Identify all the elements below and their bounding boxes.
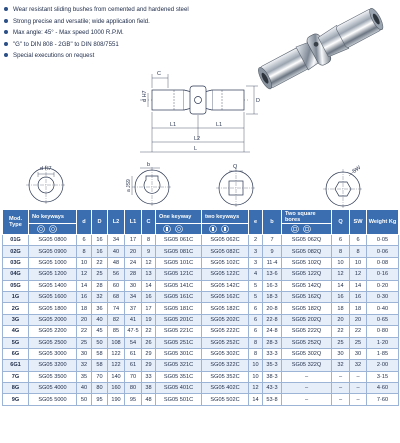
weight-cell: 4·60 [367, 383, 399, 394]
l2-cell: 60 [108, 280, 125, 291]
q-cell: 22 [332, 326, 350, 337]
l2-cell: 68 [108, 291, 125, 302]
label-dh7: d H7 [142, 90, 148, 102]
l2-cell: 56 [108, 269, 125, 280]
two-keyway-code: SG05 122C [202, 269, 249, 280]
no-keyway-code: SG05 1400 [29, 280, 77, 291]
l1-cell: 34 [125, 291, 142, 302]
table-row [3, 291, 399, 302]
two-keyway-code: SG05 402C [202, 383, 249, 394]
l2-cell: 190 [108, 394, 125, 405]
square-bore-code: SG05 322Q [282, 360, 332, 371]
b-cell: 22·8 [263, 314, 282, 325]
header-d-small: d [77, 210, 92, 235]
b-cell: 35·3 [263, 360, 282, 371]
one-keyway-code: SG05 251C [156, 337, 202, 348]
q-cell: 32 [332, 360, 350, 371]
e-cell: 4 [249, 269, 263, 280]
one-keyway-code: SG05 101C [156, 257, 202, 268]
mod-cell: 04G [3, 269, 29, 280]
d-cell: 8 [77, 246, 92, 257]
c-cell: 22 [142, 326, 156, 337]
l1-cell: 80 [125, 383, 142, 394]
no-keyway-code: SG05 1600 [29, 291, 77, 302]
weight-cell: 0·80 [367, 326, 399, 337]
two-keyway-code: SG05 102C [202, 257, 249, 268]
D-cell: 32 [92, 291, 108, 302]
d-cell: 18 [77, 303, 92, 314]
mod-cell: 6G [3, 348, 29, 359]
section-hex-bore [323, 168, 363, 209]
header-c: C [142, 210, 156, 235]
mod-cell: 8G [3, 383, 29, 394]
section-square-bore [216, 168, 256, 208]
square-bore-code: SG05 202Q [282, 314, 332, 325]
sw-cell: – [350, 383, 367, 394]
label-l2: L2 [194, 136, 201, 142]
no-keyway-code: SG05 2200 [29, 326, 77, 337]
one-keyway-code: SG05 141C [156, 280, 202, 291]
square-bore-code: SG05 082Q [282, 246, 332, 257]
table-row [3, 269, 399, 280]
d-cell: 32 [77, 360, 92, 371]
c-cell: 29 [142, 360, 156, 371]
D-cell: 80 [92, 383, 108, 394]
l1-cell: 24 [125, 257, 142, 268]
sw-cell: 10 [350, 257, 367, 268]
square-bore-code: – [282, 394, 332, 405]
sw-cell: 25 [350, 337, 367, 348]
q-cell: – [332, 394, 350, 405]
weight-cell: 0·06 [367, 246, 399, 257]
table-row [3, 326, 399, 337]
q-cell: – [332, 383, 350, 394]
c-cell: 26 [142, 337, 156, 348]
technical-drawing [0, 0, 400, 209]
one-keyway-code: SG05 501C [156, 394, 202, 405]
b-cell: 7 [263, 235, 282, 246]
one-keyway-code: SG05 081C [156, 246, 202, 257]
feature-item: Special executions on request [3, 50, 253, 62]
two-keyway-code: SG05 222C [202, 326, 249, 337]
e-cell: 10 [249, 371, 263, 382]
q-cell: 30 [332, 348, 350, 359]
c-cell: 16 [142, 291, 156, 302]
q-cell: 14 [332, 280, 350, 291]
l2-cell: 40 [108, 246, 125, 257]
one-keyway-code: SG05 221C [156, 326, 202, 337]
l1-cell: 61 [125, 360, 142, 371]
c-cell: 9 [142, 246, 156, 257]
no-keyway-code: SG05 0800 [29, 235, 77, 246]
table-row [3, 360, 399, 371]
two-keyway-code: SG05 322C [202, 360, 249, 371]
c-cell: 48 [142, 394, 156, 405]
l1-cell: 95 [125, 394, 142, 405]
l2-cell: 85 [108, 326, 125, 337]
mod-cell: 9G [3, 394, 29, 405]
c-cell: 19 [142, 314, 156, 325]
D-cell: 40 [92, 314, 108, 325]
l1-cell: 47·5 [125, 326, 142, 337]
D-cell: 25 [92, 269, 108, 280]
feature-item: Wear resistant sliding bushes from cemented and hardened steel [3, 4, 253, 16]
weight-cell: 2·00 [367, 360, 399, 371]
c-cell: 33 [142, 371, 156, 382]
two-keyway-code: SG05 142C [202, 280, 249, 291]
two-keyway-code: SG05 502C [202, 394, 249, 405]
e-cell: 6 [249, 326, 263, 337]
two-keyway-code: SG05 162C [202, 291, 249, 302]
D-cell: 16 [92, 235, 108, 246]
label-section-dh7: d H7 [40, 166, 52, 172]
D-cell: 58 [92, 360, 108, 371]
label-section-b: b [147, 162, 151, 168]
l1-cell: 17 [125, 235, 142, 246]
e-cell: 8 [249, 348, 263, 359]
e-cell: 2 [249, 235, 263, 246]
q-cell: 25 [332, 337, 350, 348]
D-cell: 45 [92, 326, 108, 337]
round-bore-icon [36, 225, 70, 233]
one-keyway-code: SG05 351C [156, 371, 202, 382]
q-cell: 20 [332, 314, 350, 325]
l1-cell: 20 [125, 246, 142, 257]
d-cell: 20 [77, 314, 92, 325]
l1-cell: 70 [125, 371, 142, 382]
q-cell: 12 [332, 269, 350, 280]
l2-cell: 108 [108, 337, 125, 348]
d-cell: 16 [77, 291, 92, 302]
one-keyway-code: SG05 321C [156, 360, 202, 371]
two-keyway-code: SG05 202C [202, 314, 249, 325]
q-cell: 8 [332, 246, 350, 257]
header-q: Q [332, 210, 350, 235]
weight-cell: 1·20 [367, 337, 399, 348]
table-row [3, 303, 399, 314]
double-keyway-icon [208, 225, 242, 233]
one-keyway-code: SG05 401C [156, 383, 202, 394]
q-cell: 18 [332, 303, 350, 314]
table-row [3, 280, 399, 291]
mod-cell: 3G [3, 314, 29, 325]
l2-cell: 34 [108, 235, 125, 246]
sw-cell: – [350, 371, 367, 382]
two-keyway-code: SG05 302C [202, 348, 249, 359]
two-keyway-code: SG05 252C [202, 337, 249, 348]
mod-cell: 7G [3, 371, 29, 382]
header-d-large: D [92, 210, 108, 235]
D-cell: 22 [92, 257, 108, 268]
b-cell: 33·3 [263, 348, 282, 359]
d-cell: 14 [77, 280, 92, 291]
square-bore-code: – [282, 371, 332, 382]
c-cell: 14 [142, 280, 156, 291]
b-cell: 24·8 [263, 326, 282, 337]
two-keyways-symbols [202, 224, 249, 235]
b-cell: 53·8 [263, 394, 282, 405]
mod-cell: 05G [3, 280, 29, 291]
label-section-sw: SW [351, 164, 363, 175]
table-row [3, 348, 399, 359]
l2-cell: 82 [108, 314, 125, 325]
table-row [3, 235, 399, 246]
keyway-icon [162, 225, 196, 233]
d-cell: 30 [77, 348, 92, 359]
b-cell: 38·3 [263, 371, 282, 382]
c-cell: 12 [142, 257, 156, 268]
c-cell: 17 [142, 303, 156, 314]
header-l2: L2 [108, 210, 125, 235]
square-bore-code: SG05 222Q [282, 326, 332, 337]
spec-table-body [3, 235, 399, 406]
sw-cell: 12 [350, 269, 367, 280]
e-cell: 8 [249, 337, 263, 348]
label-d: D [256, 98, 260, 104]
header-sw: SW [350, 210, 367, 235]
e-cell: 3 [249, 257, 263, 268]
square-bore-code: SG05 062Q [282, 235, 332, 246]
q-cell: 6 [332, 235, 350, 246]
header-l1: L1 [125, 210, 142, 235]
one-keyway-code: SG05 061C [156, 235, 202, 246]
D-cell: 70 [92, 371, 108, 382]
mod-cell: 4G [3, 326, 29, 337]
no-keyway-code: SG05 0900 [29, 246, 77, 257]
l1-cell: 61 [125, 348, 142, 359]
one-keyway-symbols [156, 224, 202, 235]
c-cell: 29 [142, 348, 156, 359]
d-cell: 22 [77, 326, 92, 337]
header-one-keyway: One keyway [156, 210, 202, 224]
l2-cell: 160 [108, 383, 125, 394]
square-bore-icon [290, 225, 324, 233]
header-weight: Weight Kg [367, 210, 399, 235]
d-cell: 12 [77, 269, 92, 280]
no-keyway-code: SG05 2500 [29, 337, 77, 348]
one-keyway-code: SG05 121C [156, 269, 202, 280]
universal-joint-photo [254, 3, 387, 94]
e-cell: 14 [249, 394, 263, 405]
square-bore-code: – [282, 383, 332, 394]
feature-item: Strong precise and versatile; wide application field. [3, 16, 253, 28]
weight-cell: 3·15 [367, 371, 399, 382]
D-cell: 95 [92, 394, 108, 405]
no-keyway-code: SG05 4000 [29, 383, 77, 394]
square-bore-code: SG05 142Q [282, 280, 332, 291]
d-cell: 6 [77, 235, 92, 246]
d-cell: 10 [77, 257, 92, 268]
two-keyway-code: SG05 062C [202, 235, 249, 246]
header-two-square-bores: Two square bores [282, 210, 332, 224]
l1-cell: 37 [125, 303, 142, 314]
two-keyway-code: SG05 082C [202, 246, 249, 257]
weight-cell: 7·60 [367, 394, 399, 405]
mod-cell: 6G1 [3, 360, 29, 371]
table-row [3, 383, 399, 394]
d-cell: 50 [77, 394, 92, 405]
feature-item: Max angle: 45° - Max speed 1000 R.P.M. [3, 27, 253, 39]
weight-cell: 0·40 [367, 303, 399, 314]
mod-cell: 01G [3, 235, 29, 246]
square-bore-code: SG05 302Q [282, 348, 332, 359]
square-bore-code: SG05 102Q [282, 257, 332, 268]
label-l1-left: L1 [170, 122, 177, 128]
no-keyway-code: SG05 1200 [29, 269, 77, 280]
l1-cell: 54 [125, 337, 142, 348]
square-bore-code: SG05 122Q [282, 269, 332, 280]
two-square-symbols [282, 224, 332, 235]
b-cell: 16·3 [263, 280, 282, 291]
D-cell: 16 [92, 246, 108, 257]
weight-cell: 0·65 [367, 314, 399, 325]
c-cell: 8 [142, 235, 156, 246]
q-cell: 16 [332, 291, 350, 302]
l2-cell: 48 [108, 257, 125, 268]
no-keyway-code: SG05 3200 [29, 360, 77, 371]
header-b: b [263, 210, 282, 235]
D-cell: 58 [92, 348, 108, 359]
label-section-q: Q [233, 164, 238, 170]
weight-cell: 0·20 [367, 280, 399, 291]
weight-cell: 0·16 [367, 269, 399, 280]
D-cell: 50 [92, 337, 108, 348]
q-cell: 10 [332, 257, 350, 268]
no-keyway-code: SG05 1800 [29, 303, 77, 314]
label-section-js9: a JS9 [126, 179, 132, 192]
header-e: e [249, 210, 263, 235]
b-cell: 28·3 [263, 337, 282, 348]
b-cell: 43·3 [263, 383, 282, 394]
mod-cell: 03G [3, 257, 29, 268]
e-cell: 6 [249, 303, 263, 314]
no-keyway-code: SG05 3500 [29, 371, 77, 382]
b-cell: 11·4 [263, 257, 282, 268]
sw-cell: 6 [350, 235, 367, 246]
no-keyway-code: SG05 1000 [29, 257, 77, 268]
mod-cell: 5G [3, 337, 29, 348]
header-no-keyways: No keyways [29, 210, 77, 224]
e-cell: 3 [249, 246, 263, 257]
l1-cell: 28 [125, 269, 142, 280]
sw-cell: 8 [350, 246, 367, 257]
one-keyway-code: SG05 161C [156, 291, 202, 302]
square-bore-code: SG05 252Q [282, 337, 332, 348]
no-keyway-code: SG05 5000 [29, 394, 77, 405]
label-l1-right: L1 [216, 122, 223, 128]
D-cell: 28 [92, 280, 108, 291]
l2-cell: 122 [108, 360, 125, 371]
sw-cell: 16 [350, 291, 367, 302]
l2-cell: 140 [108, 371, 125, 382]
label-c: C [157, 71, 161, 77]
no-keyway-code: SG05 3000 [29, 348, 77, 359]
sw-cell: 30 [350, 348, 367, 359]
c-cell: 13 [142, 269, 156, 280]
header-two-keyways: two keyways [202, 210, 249, 224]
e-cell: 6 [249, 314, 263, 325]
q-cell: – [332, 371, 350, 382]
spec-table [2, 209, 399, 406]
sw-cell: 20 [350, 314, 367, 325]
sw-cell: 14 [350, 280, 367, 291]
weight-cell: 1·85 [367, 348, 399, 359]
one-keyway-code: SG05 181C [156, 303, 202, 314]
section-keyway [132, 167, 172, 207]
two-keyway-code: SG05 352C [202, 371, 249, 382]
b-cell: 9 [263, 246, 282, 257]
table-row [3, 394, 399, 405]
no-keyways-symbols [29, 224, 77, 235]
weight-cell: 0·05 [367, 235, 399, 246]
table-row [3, 246, 399, 257]
l1-cell: 41 [125, 314, 142, 325]
l2-cell: 122 [108, 348, 125, 359]
d-cell: 35 [77, 371, 92, 382]
e-cell: 5 [249, 280, 263, 291]
one-keyway-code: SG05 301C [156, 348, 202, 359]
c-cell: 38 [142, 383, 156, 394]
l2-cell: 74 [108, 303, 125, 314]
b-cell: 20·8 [263, 303, 282, 314]
sw-cell: 18 [350, 303, 367, 314]
sw-cell: – [350, 394, 367, 405]
b-cell: 18·3 [263, 291, 282, 302]
square-bore-code: SG05 182Q [282, 303, 332, 314]
header-mod-type: Mod. Type [3, 210, 29, 235]
weight-cell: 0·08 [367, 257, 399, 268]
table-row [3, 257, 399, 268]
e-cell: 12 [249, 383, 263, 394]
sw-cell: 22 [350, 326, 367, 337]
feature-item: "G" to DIN 808 - 2GB" to DIN 808/7551 [3, 39, 253, 51]
square-bore-code: SG05 162Q [282, 291, 332, 302]
one-keyway-code: SG05 201C [156, 314, 202, 325]
no-keyway-code: SG05 2000 [29, 314, 77, 325]
table-row [3, 371, 399, 382]
table-row [3, 337, 399, 348]
b-cell: 13·6 [263, 269, 282, 280]
weight-cell: 0·30 [367, 291, 399, 302]
mod-cell: 2G [3, 303, 29, 314]
table-row [3, 314, 399, 325]
d-cell: 25 [77, 337, 92, 348]
spec-table-container [2, 209, 398, 438]
d-cell: 40 [77, 383, 92, 394]
two-keyway-code: SG05 182C [202, 303, 249, 314]
l1-cell: 30 [125, 280, 142, 291]
e-cell: 10 [249, 360, 263, 371]
sw-cell: 32 [350, 360, 367, 371]
D-cell: 36 [92, 303, 108, 314]
label-l: L [194, 146, 198, 152]
e-cell: 5 [249, 291, 263, 302]
mod-cell: 1G [3, 291, 29, 302]
mod-cell: 02G [3, 246, 29, 257]
